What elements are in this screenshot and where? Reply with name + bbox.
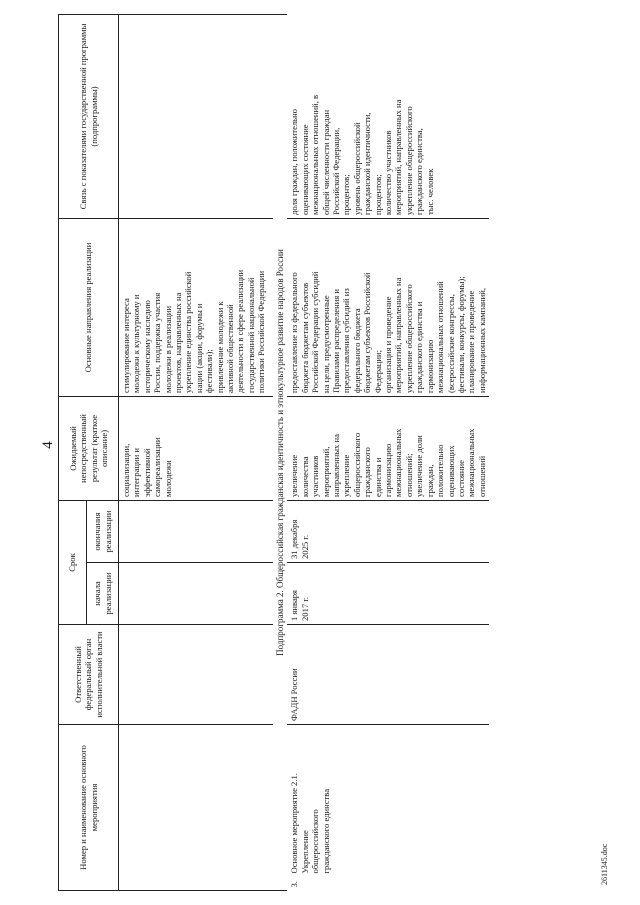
row-number: 3. <box>289 881 300 888</box>
measure-name: 3.Основное мероприятие 2.1. Укрепление общероссийского гражданского единства <box>287 725 489 891</box>
continuation-row <box>119 14 274 890</box>
continuation-directions: стимулирование интереса молодежи к культурному и историческому наследию России, поддержка участия молодежи в реализации проектов, направленных на укрепление единства российской нации (акции, форумы и фестивали); привлечение молодежи к активной общественной деятельности в сфере реализации государственной национальной политики Российской Федерации <box>119 218 274 396</box>
header-end: окончания реализации <box>87 500 119 562</box>
subprogram-row <box>273 14 287 890</box>
header-start: начала реализации <box>87 563 119 625</box>
header-responsible: Ответственный федеральный орган исполнительной власти <box>59 625 119 725</box>
continuation-result: социализации, интеграции и эффективной самореализации молодежи <box>119 396 274 500</box>
header-result: Ожидаемый непосредственный результат (краткое описание) <box>59 396 119 500</box>
expected-result: увеличение количества участников мероприятий, направленных на укрепление общероссийского гражданского единства и гармонизацию межнациональных отношений; увеличение доли граждан, положительно оценивающих состояние межнациональных отношений <box>287 396 489 500</box>
end-date: 31 декабря 2025 г. <box>287 500 489 562</box>
subprogram-title: Подпрограмма 2. Общероссийская гражданская идентичность и этнокультурное развитие народов России <box>273 14 287 890</box>
main-directions: предоставление из федерального бюджета бюджетам субъектов Российской Федерации субсидий на цели, предусмотренные Правилами распределения и предоставления субсидий из федерального бюджета бюджетам субъектов Российской Федерации; организация и проведение мероприятий, направленных на укрепление общероссийского гражданского единства и гармонизацию межнациональных отношений (всероссийские конгрессы, фестивали, конкурсы, форумы); планирование и проведение информационных кампаний, <box>287 218 489 396</box>
header-indicators: Связь с показателями государственной программы (подпрограммы) <box>59 14 119 218</box>
header-directions: Основные направления реализации <box>59 218 119 396</box>
footer-filename: 2611345.doc <box>600 843 609 885</box>
measures-table <box>58 14 489 891</box>
header-term: Срок <box>59 500 87 624</box>
responsible-org: ФАДН России <box>287 625 489 725</box>
header-measure: Номер и наименование основного мероприятия <box>59 725 119 891</box>
start-date: 1 января 2017 г. <box>287 563 489 625</box>
page-number: 4 <box>40 441 56 449</box>
measure-row <box>287 14 489 890</box>
program-indicators: доля граждан, положительно оценивающих состояние межнациональных отношений, в общей численности граждан Российской Федерации, процентов; уровень общероссийской гражданской идентичности, процентов; количество участников мероприятий, направленных на укрепление общероссийского гражданского единства, тыс. человек <box>287 14 489 218</box>
